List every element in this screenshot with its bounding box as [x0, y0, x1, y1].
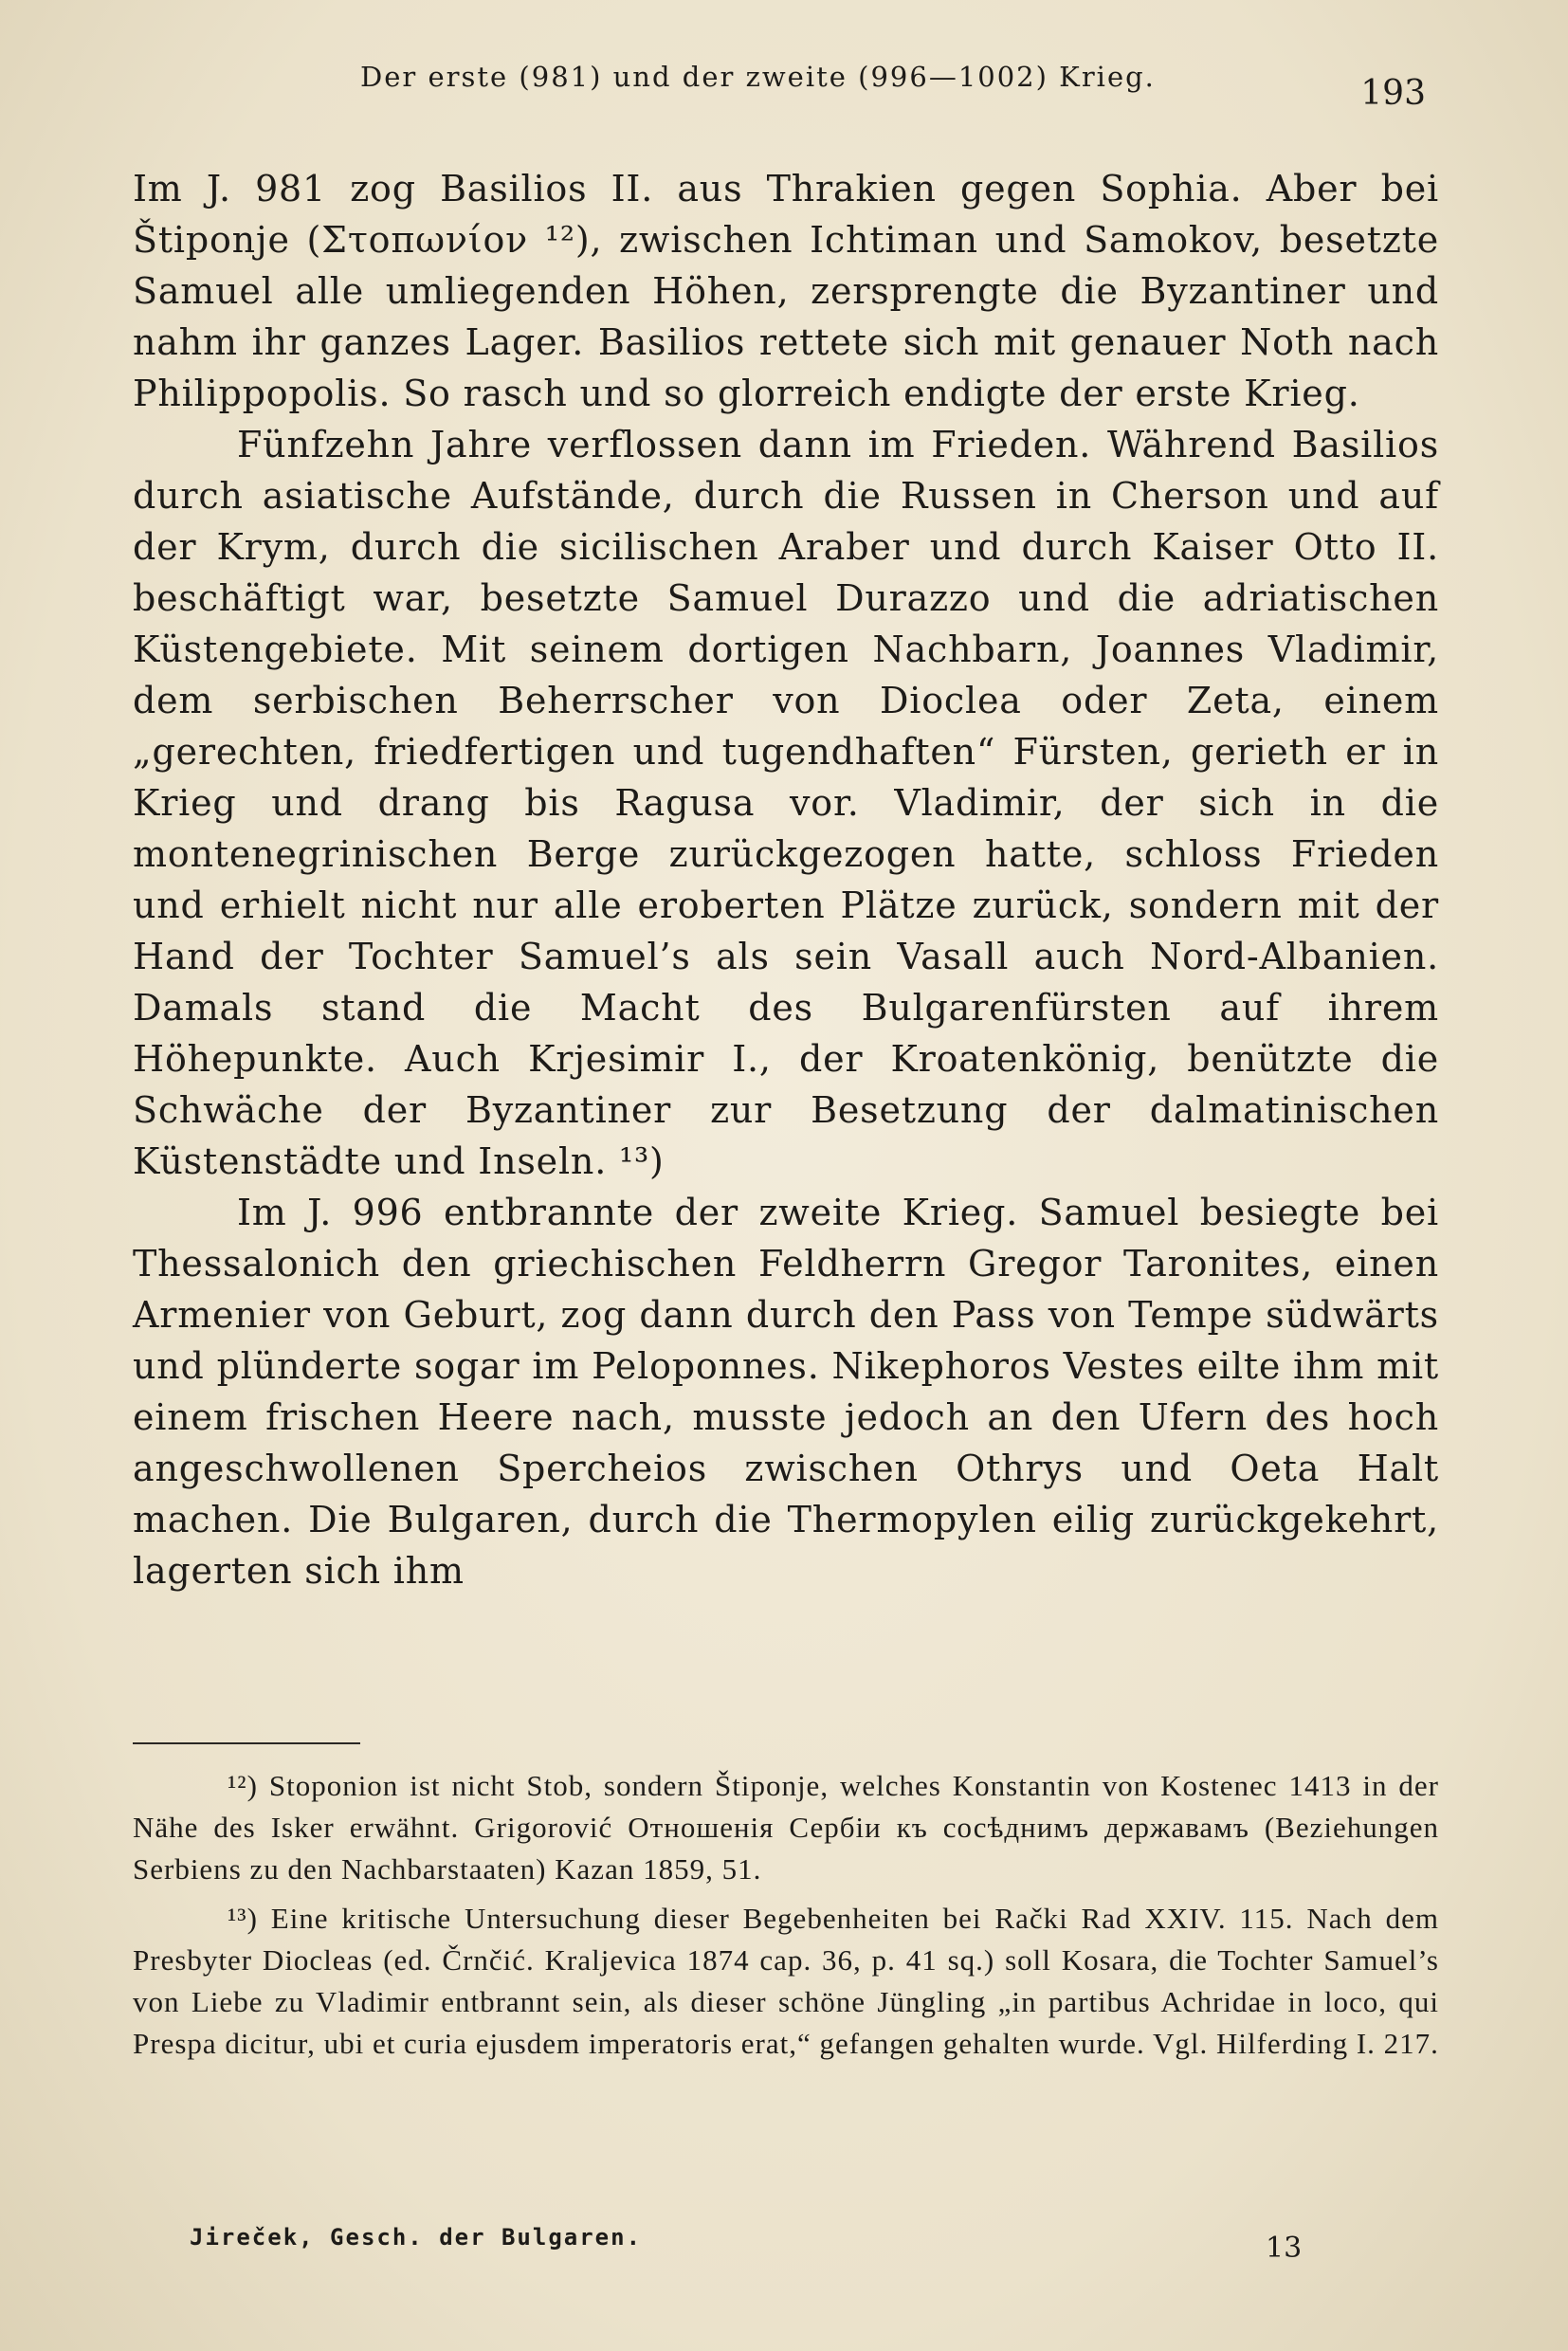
footnote-12: ¹²) Stoponion ist nicht Stob, sondern Štiponje, welches Konstantin von Kostenec 1413 in der Nähe des Isker erwähnt. Grigorović Отношенія Сербіи къ сосѣднимъ державамъ (Beziehungen Serbiens zu den Nachbarstaaten) Kazan 1859, 51.	[133, 1769, 1439, 1886]
paragraph-peace-years: Fünfzehn Jahre verflossen dann im Frieden. Während Basilios durch asiatische Aufstände, durch die Russen in Cherson und auf der Krym, durch die sicilischen Araber und durch Kaiser Otto II. beschäftigt war, besetzte Samuel Durazzo und die adriatischen Küstengebiete. Mit seinem dortigen Nachbarn, Joannes Vladimir, dem serbischen Beherrscher von Dioclea oder Zeta, einem „gerechten, friedfertigen und tugendhaften“ Fürsten, gerieth er in Krieg und drang bis Ragusa vor. Vladimir, der sich in die montenegrinischen Berge zurückgezogen hatte, schloss Frieden und erhielt nicht nur alle eroberten Plätze zurück, sondern mit der Hand der Tochter Samuel’s als sein Vasall auch Nord-Albanien. Damals stand die Macht des Bulgarenfürsten auf ihrem Höhepunkte. Auch Krjesimir I., der Kroatenkönig, benützte die Schwäche der Byzantiner zur Besetzung der dalmatinischen Küstenstädte und Inseln. ¹³)	[133, 424, 1439, 1182]
page-number: 193	[1360, 74, 1426, 113]
footnotes	[133, 1765, 1439, 2065]
footnote-divider	[133, 1742, 360, 1744]
running-title: Der erste (981) und der zweite (996—1002) Krieg.	[360, 61, 1156, 93]
running-head	[360, 55, 1445, 112]
paragraph-first-war: Im J. 981 zog Basilios II. aus Thrakien gegen Sophia. Aber bei Štiponje (Στοπωνίον ¹²), zwischen Ichtiman und Samokov, besetzte Samuel alle umliegenden Höhen, zersprengte die Byzantiner und nahm ihr ganzes Lager. Basilios rettete sich mit genauer Noth nach Philippopolis. So rasch und so glorreich endigte der erste Krieg.	[133, 168, 1439, 414]
paragraph-second-war: Im J. 996 entbrannte der zweite Krieg. Samuel besiegte bei Thessalonich den griechischen Feldherrn Gregor Taronites, einen Armenier von Geburt, zog dann durch den Pass von Tempe südwärts und plünderte sogar im Peloponnes. Nikephoros Vestes eilte ihm mit einem frischen Heere nach, musste jedoch an den Ufern des hoch angeschwollenen Spercheios zwischen Othrys und Oeta Halt machen. Die Bulgaren, durch die Thermopylen eilig zurückgekehrt, lagerten sich ihm	[133, 1192, 1439, 1592]
printer-signature: Jireček, Gesch. der Bulgaren.	[190, 2224, 643, 2251]
footnote-13: ¹³) Eine kritische Untersuchung dieser Begebenheiten bei Rački Rad XXIV. 115. Nach dem Presbyter Diocleas (ed. Črnčić. Kraljevica 1874 cap. 36, p. 41 sq.) soll Kosara, die Tochter Samuel’s von Liebe zu Vladimir entbrannt sein, als dieser schöne Jüngling „in partibus Achridae in loco, qui Prespa dicitur, ubi et curia ejusdem imperatoris erat,“ gefangen gehalten wurde. Vgl. Hilferding I. 217.	[133, 1902, 1439, 2060]
sheet-number: 13	[1266, 2232, 1303, 2265]
main-text	[133, 163, 1439, 1596]
